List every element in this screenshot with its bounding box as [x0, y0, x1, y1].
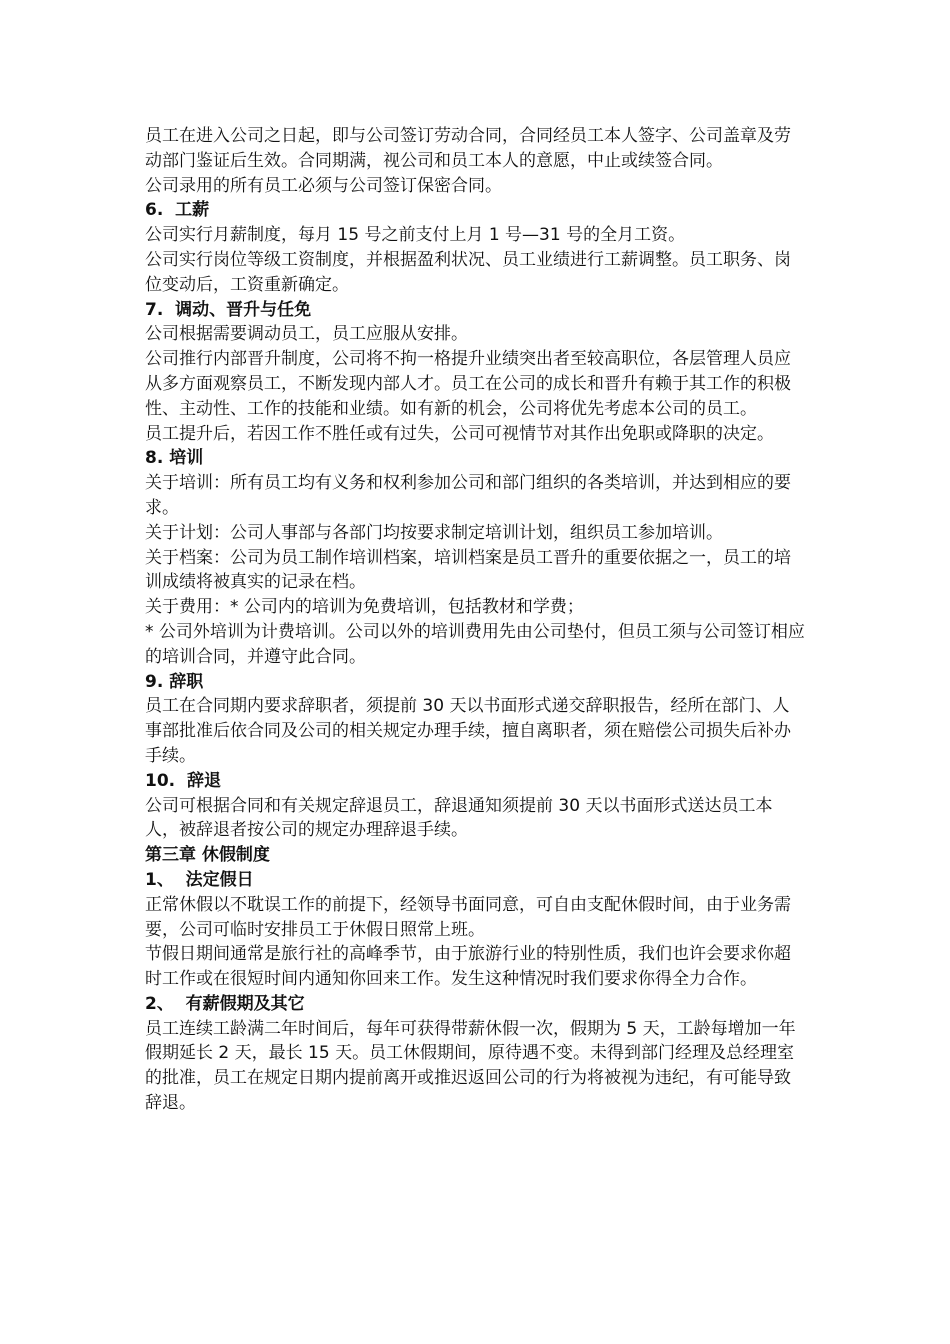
- paragraph-transfer: 公司根据需要调动员工，员工应服从安排。: [145, 324, 468, 345]
- paragraph-monthly-salary: 公司实行月薪制度，每月 15 号之前支付上月 1 号—31 号的全月工资。: [145, 225, 686, 246]
- paragraph-paid-leave: 员工连续工龄满二年时间后，每年可获得带薪休假一次，假期为 5 天，工龄每增加一年假期延长 2 天，最长 15 天。员工休假期间，原待遇不变。未得到部门经理及总经理室的批准，员工在规定日期内提前离开或推迟返回公司的行为将被视为违纪，有可能导致辞退。: [145, 1018, 796, 1114]
- paragraph-salary-grade: 公司实行岗位等级工资制度，并根据盈利状况、员工业绩进行工薪调整。员工职务、岗位变动后，工资重新确定。: [145, 249, 791, 295]
- paragraph-normal-leave: 正常休假以不耽误工作的前提下，经领导书面同意，可自由支配休假时间，由于业务需要，公司可临时安排员工于休假日照常上班。: [145, 894, 791, 940]
- paragraph-internal-promotion: 公司推行内部晋升制度，公司将不拘一格提升业绩突出者至较高职位，各层管理人员应从多方面观察员工，不断发现内部人才。员工在公司的成长和晋升有赖于其工作的积极性、主动性、工作的技能和业绩。如有新的机会，公司将优先考虑本公司的员工。: [145, 349, 791, 419]
- paragraph-training-fee-external: * 公司外培训为计费培训。公司以外的培训费用先由公司垫付，但员工须与公司签订相应的培训合同，并遵守此合同。: [145, 621, 805, 667]
- paragraph-training-fee-internal: 关于费用：* 公司内的培训为免费培训，包括教材和学费；: [145, 597, 584, 618]
- document-page: [145, 124, 805, 1116]
- paragraph-contract: 员工在进入公司之日起，即与公司签订劳动合同，合同经员工本人签字、公司盖章及劳动部门鉴证后生效。合同期满，视公司和员工本人的意愿，中止或续签合同。: [145, 126, 791, 171]
- heading-legal-holidays: 1、 法定假日: [145, 869, 254, 890]
- paragraph-peak-season: 节假日期间通常是旅行社的高峰季节，由于旅游行业的特别性质，我们也许会要求你超时工作或在很短时间内通知你回来工作。发生这种情况时我们要求你得全力合作。: [145, 944, 791, 990]
- paragraph-training-about: 关于培训：所有员工均有义务和权利参加公司和部门组织的各类培训，并达到相应的要求。: [145, 473, 791, 518]
- paragraph-training-archive: 关于档案：公司为员工制作培训档案，培训档案是员工晋升的重要依据之一，员工的培训成绩将被真实的记录在档。: [145, 547, 791, 593]
- heading-salary: 6. 工薪: [145, 200, 210, 221]
- paragraph-training-plan: 关于计划：公司人事部与各部门均按要求制定培训计划，组织员工参加培训。: [145, 522, 723, 543]
- paragraph-dismissal: 公司可根据合同和有关规定辞退员工，辞退通知须提前 30 天以书面形式送达员工本人，被辞退者按公司的规定办理辞退手续。: [145, 795, 773, 841]
- heading-paid-leave: 2、 有薪假期及其它: [145, 993, 305, 1014]
- heading-dismissal: 10. 辞退: [145, 770, 221, 791]
- heading-training: 8. 培训: [145, 448, 204, 469]
- heading-chapter-three: 第三章 休假制度: [145, 845, 270, 866]
- paragraph-confidentiality: 公司录用的所有员工必须与公司签订保密合同。: [145, 175, 502, 196]
- paragraph-demotion: 员工提升后，若因工作不胜任或有过失，公司可视情节对其作出免职或降职的决定。: [145, 423, 774, 444]
- heading-transfer-promotion: 7. 调动、晋升与任免: [145, 299, 312, 320]
- heading-resignation: 9. 辞职: [145, 671, 204, 692]
- paragraph-resignation: 员工在合同期内要求辞职者，须提前 30 天以书面形式递交辞职报告，经所在部门、人事部批准后依合同及公司的相关规定办理手续，擅自离职者，须在赔偿公司损失后补办手续。: [145, 696, 791, 766]
